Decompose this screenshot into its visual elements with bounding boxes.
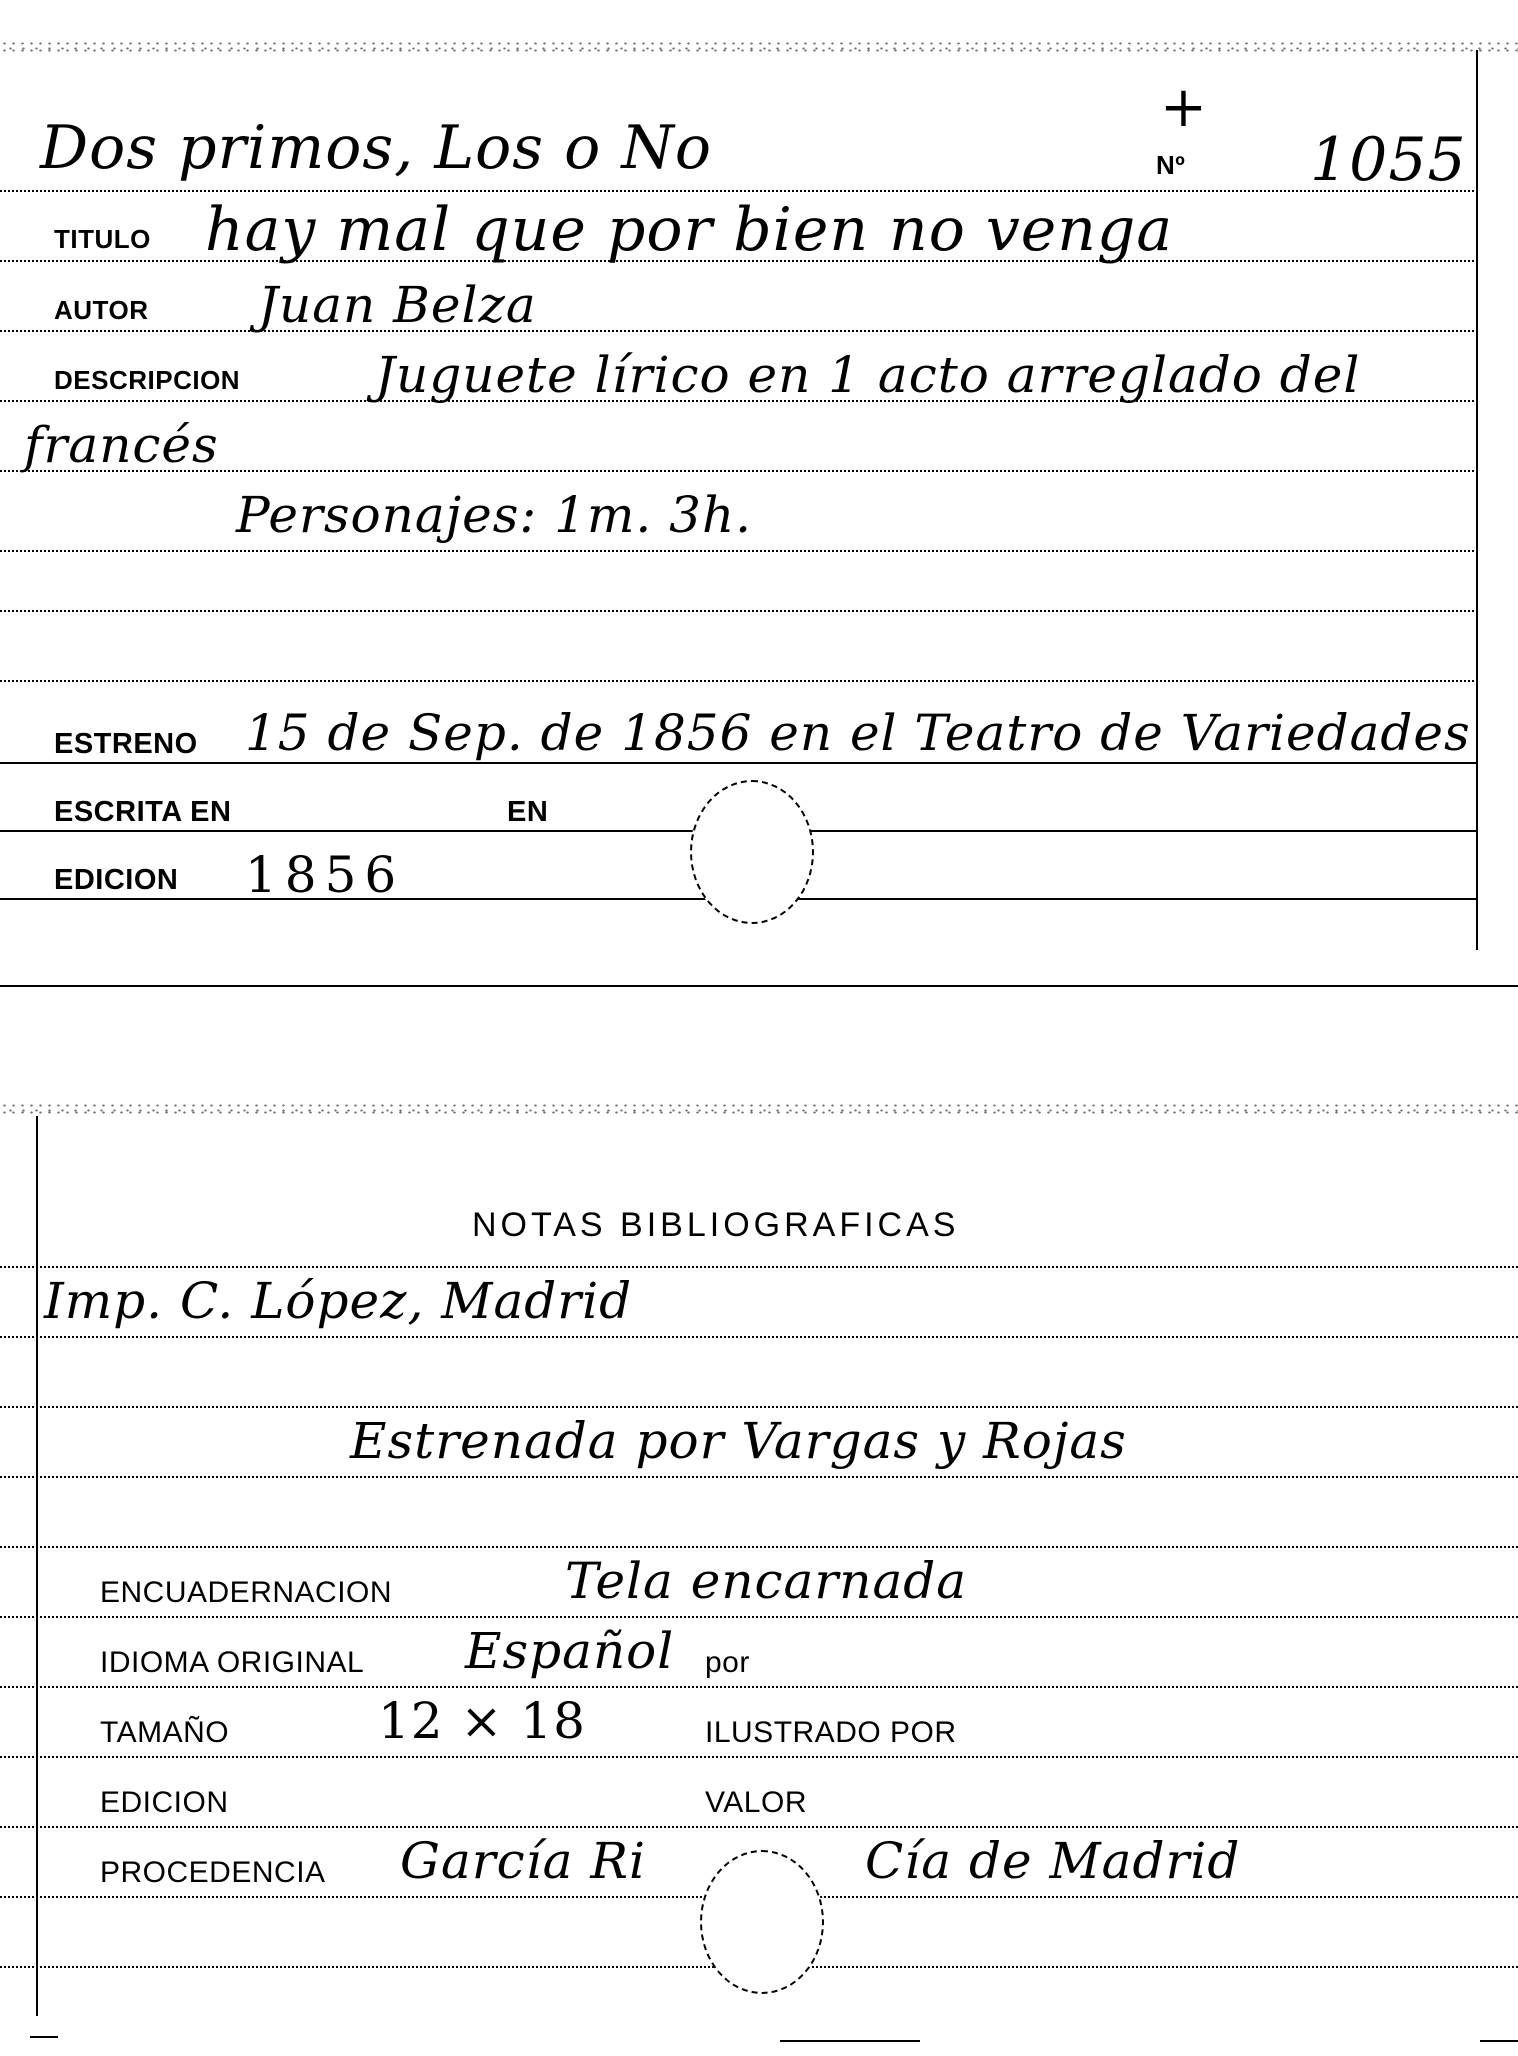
ruled-line [0,610,1478,612]
card-bottom-edge [30,2036,58,2038]
handwritten-catalog-number: 1055 [1310,125,1467,195]
handwritten-printer: Imp. C. López, Madrid [44,1272,633,1330]
encuadernacion-label: ENCUADERNACION [100,1576,393,1609]
card-bottom-edge [780,2040,920,2042]
procedencia-label: PROCEDENCIA [100,1856,326,1889]
ruled-line [0,550,1478,552]
idioma-original-label: IDIOMA ORIGINAL [100,1646,365,1679]
por-label: por [705,1646,750,1679]
notas-heading: NOTAS BIBLIOGRAFICAS [472,1206,960,1244]
number-label: Nº [1156,150,1186,180]
ilustrado-por-label: ILUSTRADO POR [705,1716,957,1749]
descripcion-label: DESCRIPCION [54,365,241,395]
autor-label: AUTOR [54,295,149,325]
ruled-line [0,680,1478,682]
handwritten-description-line1: Juguete lírico en 1 acto arreglado del [375,346,1361,404]
escrita-en-label: ESCRITA EN [54,796,232,828]
card-bottom-edge [1480,2040,1518,2042]
ruled-line [0,1756,1518,1758]
punch-hole [690,780,814,924]
ruled-line [0,762,1478,764]
top-edge-speckle [0,1102,1518,1116]
edicion-label: EDICION [54,864,179,896]
ruled-line [0,1476,1518,1478]
ruled-line [0,1686,1518,1688]
edicion-label: EDICION [100,1786,229,1819]
estreno-label: ESTRENO [54,728,198,760]
front-card [0,0,1518,1000]
handwritten-title-line1: Dos primos, Los o No [40,113,712,183]
handwritten-staged-by: Estrenada por Vargas y Rojas [350,1412,1127,1470]
en-label: EN [507,796,549,828]
handwritten-provenance-right: Cía de Madrid [865,1832,1241,1890]
handwritten-title-line2: hay mal que por bien no venga [205,195,1174,265]
handwritten-provenance-left: García Ri [400,1832,646,1890]
ruled-line [0,470,1478,472]
back-card [0,1080,1518,2056]
tamano-label: TAMAÑO [100,1716,230,1749]
handwritten-edition-year: 1856 [245,846,405,904]
ruled-line [0,1546,1518,1548]
ruled-line [0,190,1478,192]
ruled-line [0,1826,1518,1828]
handwritten-author: Juan Belza [258,276,537,334]
handwritten-language: Español [465,1622,675,1680]
handwritten-binding: Tela encarnada [565,1552,968,1610]
handwritten-description-line2: francés [24,416,219,474]
ruled-line [0,1616,1518,1618]
handwritten-characters: Personajes: 1m. 3h. [236,486,753,544]
ruled-line [0,1406,1518,1408]
cross-mark: + [1160,75,1208,140]
handwritten-premiere: 15 de Sep. de 1856 en el Teatro de Variedades [245,704,1471,762]
titulo-label: TITULO [54,224,151,254]
punch-hole [700,1850,824,1994]
card-bottom-edge [0,985,1518,987]
valor-label: VALOR [705,1786,807,1819]
ruled-line [0,1336,1518,1338]
ruled-line [0,1266,1518,1268]
handwritten-size: 12 × 18 [378,1692,586,1750]
ruled-line [0,330,1478,332]
